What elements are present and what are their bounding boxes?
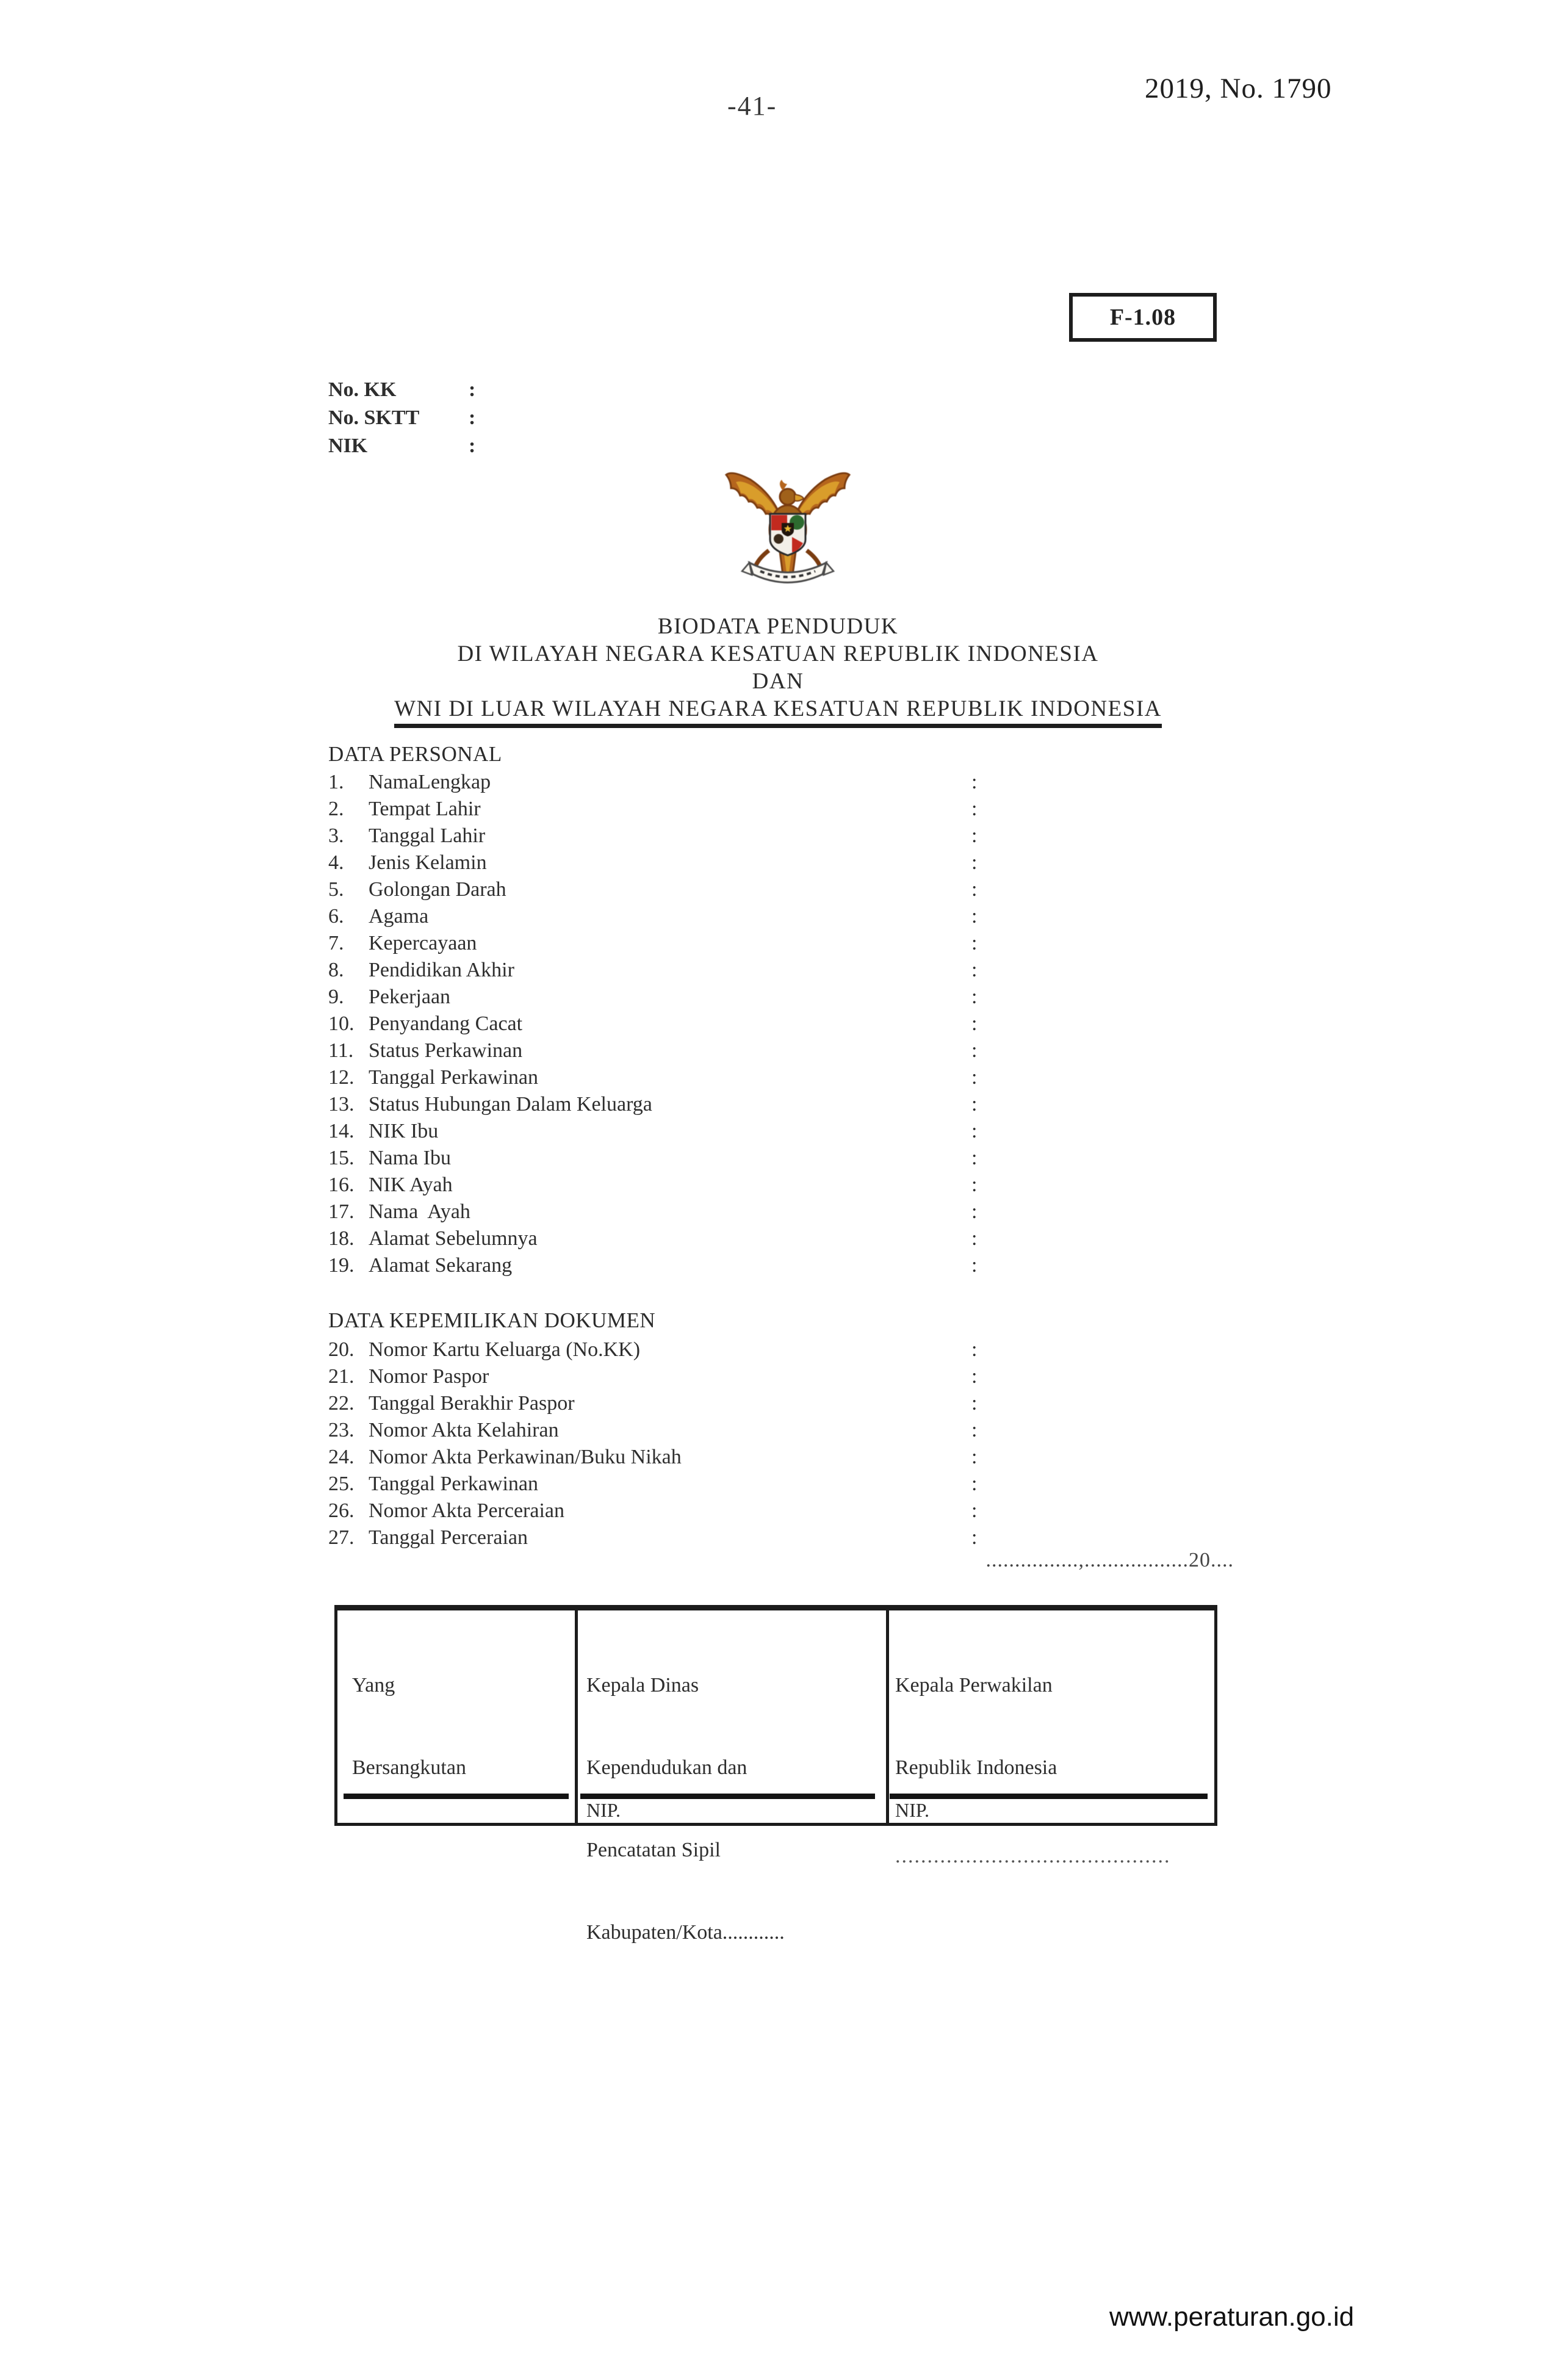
- item-colon: :: [971, 1039, 978, 1062]
- id-field-colon: :: [469, 378, 476, 401]
- item-label: Agama: [369, 905, 429, 928]
- item-label: Pendidikan Akhir: [369, 959, 514, 981]
- form-item: [328, 986, 1061, 1012]
- signature-column-line: Kepala Perwakilan: [895, 1674, 1053, 1697]
- item-colon: :: [971, 851, 978, 874]
- form-code-box: [1069, 293, 1217, 342]
- place-date-line: ................,..................20....: [985, 1549, 1234, 1571]
- item-colon: :: [971, 878, 978, 901]
- form-item: [328, 959, 1061, 986]
- form-title-line-1: BIODATA PENDUDUK: [657, 614, 899, 639]
- item-colon: :: [971, 986, 978, 1008]
- item-label: Pekerjaan: [369, 986, 451, 1008]
- footer-website: www.peraturan.go.id: [1109, 2302, 1355, 2332]
- item-number: 23.: [328, 1419, 355, 1441]
- id-fields-block: [328, 378, 475, 463]
- signature-rule: [890, 1794, 1208, 1799]
- item-number: 15.: [328, 1147, 355, 1169]
- item-label: Alamat Sebelumnya: [369, 1227, 538, 1250]
- item-number: 5.: [328, 878, 344, 901]
- item-label: Status Hubungan Dalam Keluarga: [369, 1093, 652, 1116]
- item-label: Tanggal Berakhir Paspor: [369, 1392, 575, 1415]
- item-colon: :: [971, 1392, 978, 1415]
- item-colon: :: [971, 959, 978, 981]
- signature-rule: [580, 1794, 875, 1799]
- item-number: 10.: [328, 1012, 355, 1035]
- item-colon: :: [971, 1419, 978, 1441]
- form-item: [328, 1120, 1061, 1147]
- data-personal-list: [328, 771, 1061, 1281]
- item-number: 9.: [328, 986, 344, 1008]
- edition-label: 2019, No. 1790: [1145, 73, 1332, 104]
- item-number: 8.: [328, 959, 344, 981]
- signature-column-kepala-dinas: [586, 1617, 873, 2001]
- item-number: 2.: [328, 798, 344, 820]
- item-colon: :: [971, 798, 978, 820]
- page-number: -41-: [727, 91, 777, 121]
- item-number: 22.: [328, 1392, 355, 1415]
- id-field-label: No. KK: [328, 378, 397, 401]
- form-item: [328, 1147, 1061, 1174]
- item-label: Jenis Kelamin: [369, 851, 487, 874]
- garuda-pancasila-emblem: [724, 461, 852, 591]
- item-number: 13.: [328, 1093, 355, 1116]
- form-item: [328, 1066, 1061, 1093]
- form-item: [328, 1365, 1061, 1392]
- signature-column-line: Republik Indonesia: [895, 1756, 1057, 1779]
- form-item: [328, 1446, 1061, 1473]
- form-item: [328, 1174, 1061, 1200]
- item-number: 20.: [328, 1338, 355, 1361]
- item-colon: :: [971, 1254, 978, 1277]
- form-item: [328, 932, 1061, 959]
- item-number: 26.: [328, 1499, 355, 1522]
- item-label: Kepercayaan: [369, 932, 477, 954]
- item-colon: :: [971, 1473, 978, 1495]
- signature-column-line: Pencatatan Sipil: [586, 1839, 721, 1861]
- form-item: [328, 1473, 1061, 1499]
- item-colon: :: [971, 1365, 978, 1388]
- item-colon: :: [971, 1120, 978, 1142]
- item-colon: :: [971, 1227, 978, 1250]
- item-label: Penyandang Cacat: [369, 1012, 523, 1035]
- signature-column-yang-bersangkutan: [352, 1617, 560, 1836]
- item-colon: :: [971, 771, 978, 793]
- id-field-row: [328, 435, 475, 463]
- item-label: Nama Ayah: [369, 1200, 470, 1223]
- item-colon: :: [971, 1147, 978, 1169]
- form-title-line-4: WNI DI LUAR WILAYAH NEGARA KESATUAN REPUBLIK INDONESIA: [394, 695, 1162, 728]
- item-label: Tanggal Perkawinan: [369, 1066, 539, 1089]
- form-item: [328, 771, 1061, 798]
- item-label: Tanggal Perceraian: [369, 1526, 528, 1549]
- section-heading-data-kepemilikan: DATA KEPEMILIKAN DOKUMEN: [328, 1308, 656, 1332]
- item-label: Nomor Akta Kelahiran: [369, 1419, 559, 1441]
- item-label: Tempat Lahir: [369, 798, 481, 820]
- item-label: Status Perkawinan: [369, 1039, 523, 1062]
- item-number: 17.: [328, 1200, 355, 1223]
- item-label: Tanggal Lahir: [369, 824, 486, 847]
- nip-label: NIP.: [895, 1799, 930, 1821]
- form-title: [0, 613, 1556, 728]
- item-number: 21.: [328, 1365, 355, 1388]
- form-item: [328, 905, 1061, 932]
- item-colon: :: [971, 1526, 978, 1549]
- item-colon: :: [971, 1499, 978, 1522]
- item-number: 16.: [328, 1174, 355, 1196]
- item-label: NamaLengkap: [369, 771, 491, 793]
- form-item: [328, 851, 1061, 878]
- item-number: 14.: [328, 1120, 355, 1142]
- item-label: Nomor Paspor: [369, 1365, 489, 1388]
- item-number: 3.: [328, 824, 344, 847]
- item-label: Nomor Akta Perceraian: [369, 1499, 564, 1522]
- form-item: [328, 1093, 1061, 1120]
- signature-column-line: Kepala Dinas: [586, 1674, 699, 1697]
- id-field-colon: :: [469, 406, 476, 429]
- form-code: F-1.08: [1109, 305, 1176, 330]
- item-number: 27.: [328, 1526, 355, 1549]
- signature-rule: [344, 1794, 569, 1799]
- item-colon: :: [971, 1200, 978, 1223]
- item-label: Nama Ibu: [369, 1147, 452, 1169]
- item-colon: :: [971, 1446, 978, 1468]
- form-item: [328, 1419, 1061, 1446]
- item-number: 11.: [328, 1039, 354, 1062]
- item-number: 4.: [328, 851, 344, 874]
- id-field-colon: :: [469, 435, 476, 457]
- form-item: [328, 1012, 1061, 1039]
- item-number: 19.: [328, 1254, 355, 1277]
- item-colon: :: [971, 932, 978, 954]
- item-colon: :: [971, 1093, 978, 1116]
- form-item: [328, 1499, 1061, 1526]
- signature-table: [334, 1605, 1217, 1944]
- item-colon: :: [971, 905, 978, 928]
- garuda-pancasila-icon: [724, 461, 852, 588]
- id-field-label: NIK: [328, 435, 368, 457]
- signature-column-line: Bersangkutan: [352, 1756, 466, 1779]
- item-label: NIK Ayah: [369, 1174, 453, 1196]
- item-colon: :: [971, 1012, 978, 1035]
- item-colon: :: [971, 824, 978, 847]
- form-item: [328, 1254, 1061, 1281]
- nip-label: NIP.: [586, 1799, 621, 1821]
- item-number: 18.: [328, 1227, 355, 1250]
- form-item: [328, 798, 1061, 824]
- table-column-divider: [575, 1610, 578, 1823]
- id-field-row: [328, 406, 475, 435]
- item-number: 7.: [328, 932, 344, 954]
- item-number: 12.: [328, 1066, 355, 1089]
- signature-column-line: Kependudukan dan: [586, 1756, 747, 1779]
- item-number: 25.: [328, 1473, 355, 1495]
- form-item: [328, 1200, 1061, 1227]
- item-number: 24.: [328, 1446, 355, 1468]
- signature-column-kepala-perwakilan: [895, 1617, 1209, 1925]
- form-item: [328, 1392, 1061, 1419]
- item-colon: :: [971, 1066, 978, 1089]
- form-item: [328, 1039, 1061, 1066]
- item-label: Alamat Sekarang: [369, 1254, 513, 1277]
- data-kepemilikan-list: [328, 1338, 1061, 1553]
- form-item: [328, 878, 1061, 905]
- form-item: [328, 824, 1061, 851]
- item-colon: :: [971, 1338, 978, 1361]
- item-label: Golongan Darah: [369, 878, 506, 901]
- item-label: Tanggal Perkawinan: [369, 1473, 539, 1495]
- section-heading-data-personal: DATA PERSONAL: [328, 742, 502, 766]
- item-label: Nomor Akta Perkawinan/Buku Nikah: [369, 1446, 682, 1468]
- table-column-divider: [886, 1610, 889, 1823]
- item-label: NIK Ibu: [369, 1120, 439, 1142]
- id-field-row: [328, 378, 475, 406]
- item-label: Nomor Kartu Keluarga (No.KK): [369, 1338, 641, 1361]
- item-number: 1.: [328, 771, 344, 793]
- signature-column-line: Yang: [352, 1674, 395, 1697]
- form-title-line-3: DAN: [752, 669, 804, 694]
- form-item: [328, 1338, 1061, 1365]
- id-field-label: No. SKTT: [328, 406, 420, 429]
- form-item: [328, 1227, 1061, 1254]
- form-title-line-2: DI WILAYAH NEGARA KESATUAN REPUBLIK INDONESIA: [457, 641, 1099, 666]
- item-number: 6.: [328, 905, 344, 928]
- item-colon: :: [971, 1174, 978, 1196]
- signature-dotted-line: ...........................................: [895, 1845, 1171, 1867]
- signature-column-line: Kabupaten/Kota............: [586, 1921, 785, 1944]
